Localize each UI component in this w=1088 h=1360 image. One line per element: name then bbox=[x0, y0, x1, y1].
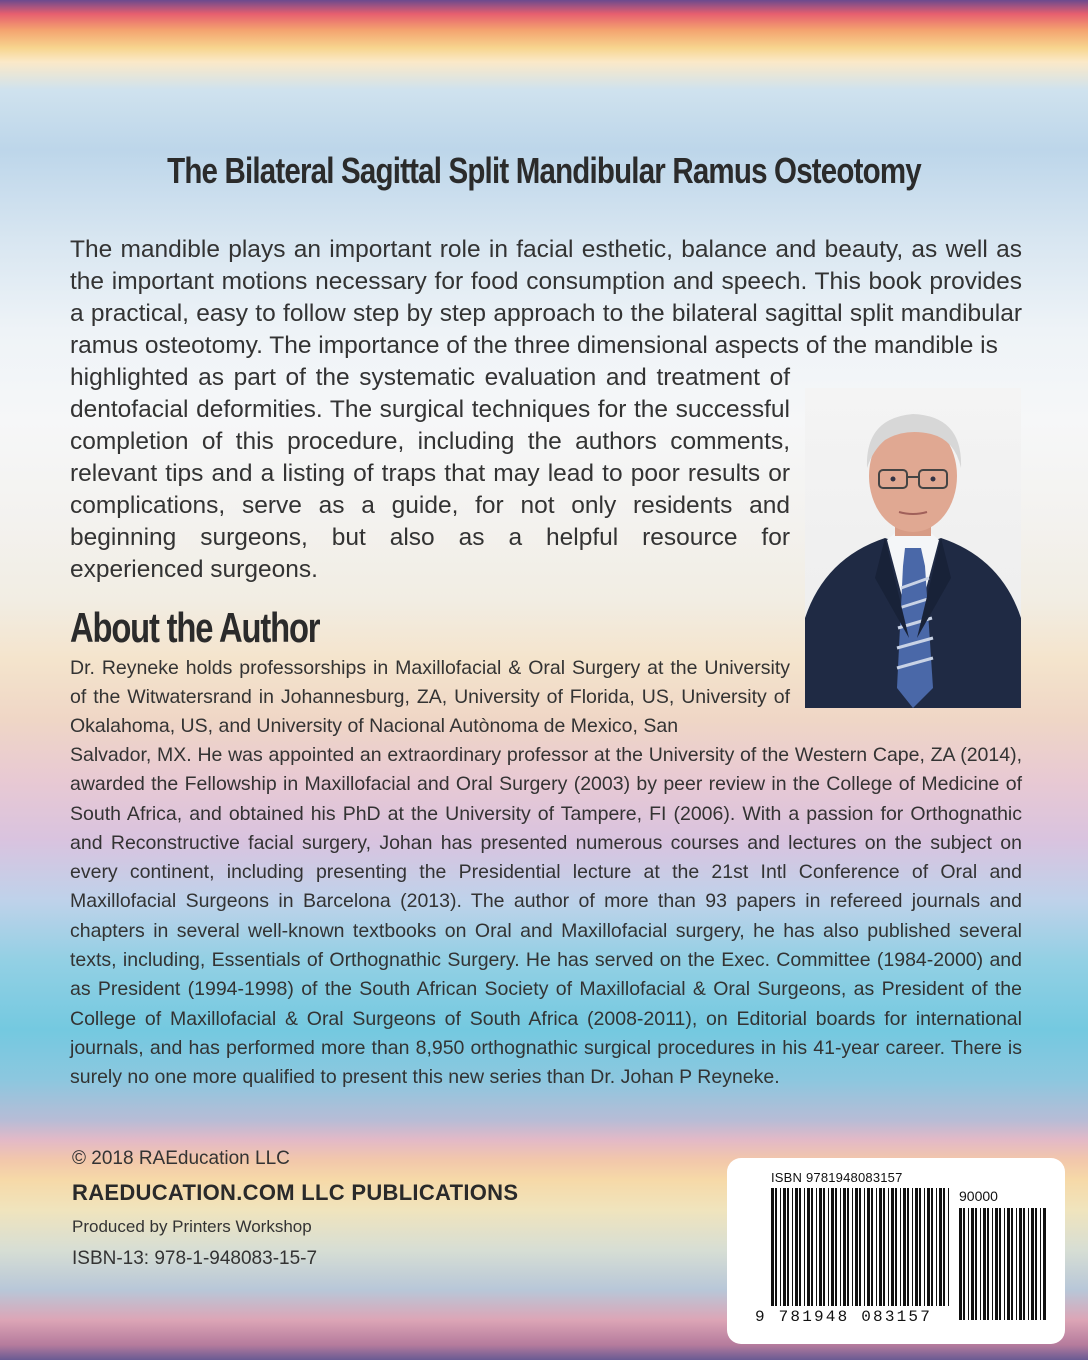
barcode-digits: 9 781948 083157 bbox=[755, 1308, 933, 1326]
book-description-side: highlighted as part of the systematic evaluation and treatment of dentofacial deformities. The surgical techniques for the successful completion of this procedure, including the authors comments, relevant tips and a listing of traps that may lead to poor results or complications, serve as a guide, for not only residents and beginning surgeons, but also as a helpful resource for experienced surgeons. bbox=[70, 364, 790, 583]
about-author-text: Salvador, MX. He was appointed an extraordinary professor at the University of the Western Cape, ZA (2014), awarded the Fellowship in Maxillofacial and Oral Surgery (2003) by peer review in the College of Medicine of South Africa, and obtained his PhD at the University of Tampere, FI (2006). With a passion for Orthognathic and Reconstructive facial surgery, Johan has presented numerous courses and lectures on the subject on every continent, including presenting the Presidential lecture at the 21st Intl Conference of Oral and Maxillofacial Surgeons in Barcelona (2013). The author of more than 93 papers in refereed journals and chapters in several well-known textbooks on Oral and Maxillofacial surgery, he has also published several texts, including, Essentials of Orthognathic Surgery. He has served on the Exec. Committee (1984-2000) and as President (1994-1998) of the South African Society of Maxillofacial & Oral Surgeons, as President of the College of Maxillofacial & Oral Surgeons of South Africa (2008-2011), on Editorial boards for international journals, and has performed more than 8,950 orthognathic surgical procedures in his 41-year career. There is surely no one more qualified to present this new series than Dr. Johan P Reyneke. bbox=[70, 744, 1022, 1089]
about-author-text-side: Dr. Reyneke holds professorships in Maxillofacial & Oral Surgery at the University of the Witwatersrand in Johannesburg, ZA, University of Florida, US, University of Okalahoma, US, and University of Nacional Autònoma de Mexico, San bbox=[70, 657, 790, 737]
author-photo bbox=[805, 388, 1021, 708]
about-author-heading: About the Author bbox=[70, 604, 320, 651]
copyright-notice: © 2018 RAEducation LLC bbox=[72, 1148, 290, 1169]
barcode-isbn-label: ISBN 9781948083157 bbox=[771, 1170, 903, 1185]
book-title: The Bilateral Sagittal Split Mandibular Ramus Osteotomy bbox=[167, 150, 921, 191]
isbn-barcode bbox=[727, 1158, 1065, 1344]
publisher-name: RAEDUCATION.COM LLC PUBLICATIONS bbox=[72, 1180, 519, 1205]
producer-credit: Produced by Printers Workshop bbox=[72, 1217, 312, 1236]
isbn-13: ISBN-13: 978-1-948083-15-7 bbox=[72, 1248, 318, 1269]
book-description-top: The mandible plays an important role in facial esthetic, balance and beauty, as well as the important motions necessary for food consumption and speech. This book provides a practical, easy to follow step by step approach to the bilateral sagittal split mandibular ramus osteotomy. The importance of the three dimensional aspects of the mandible is bbox=[70, 236, 1022, 359]
barcode-price-code: 90000 bbox=[959, 1188, 998, 1204]
